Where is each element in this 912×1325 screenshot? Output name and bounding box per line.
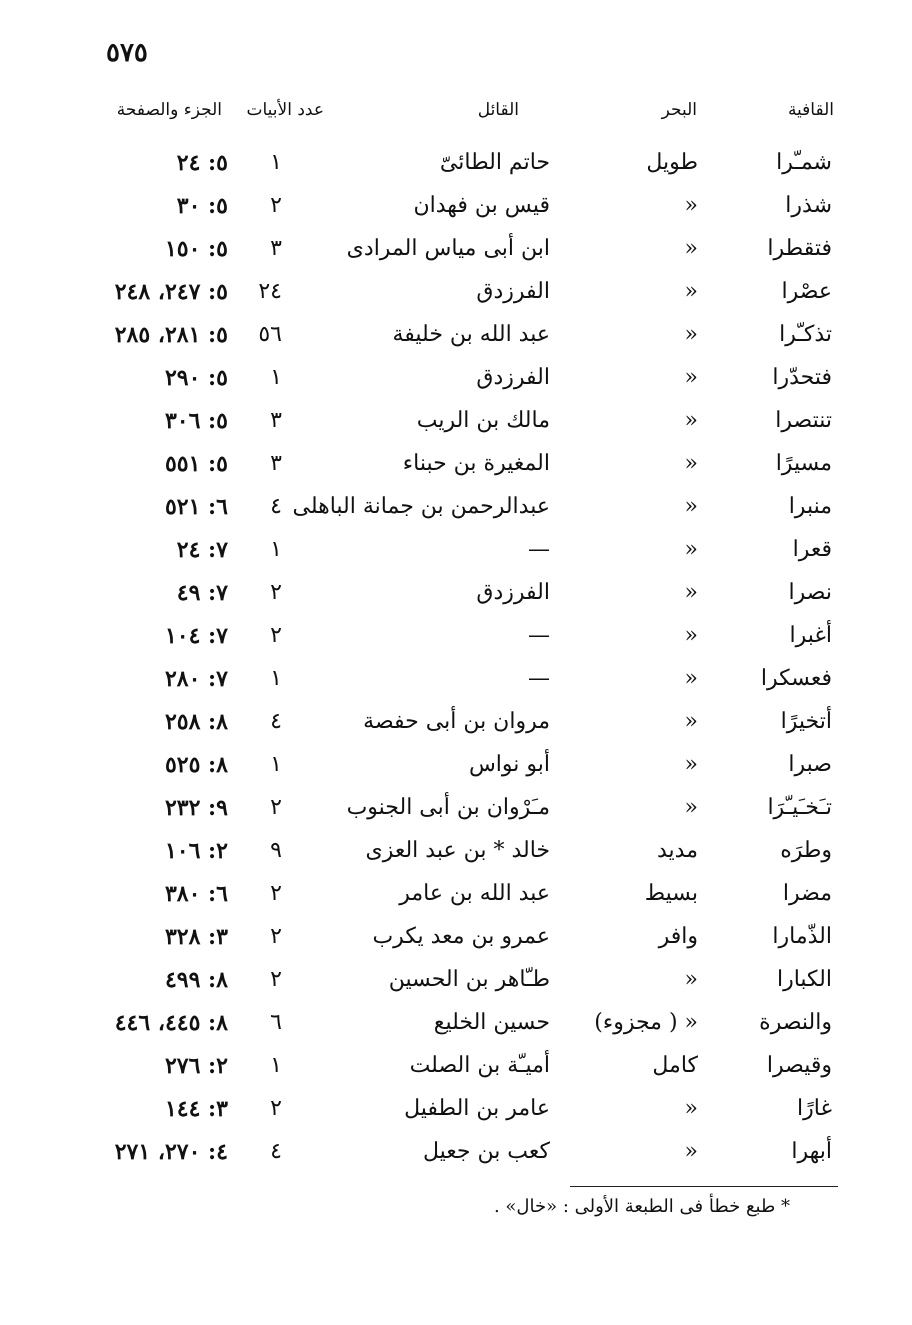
cell-poet: مالك بن الريب bbox=[416, 408, 550, 433]
cell-rhyme: تنتصرا bbox=[775, 408, 832, 433]
cell-rhyme: أغبرا bbox=[789, 623, 832, 648]
cell-rhyme: مضرا bbox=[782, 881, 832, 906]
page-number: ٥٧٥ bbox=[106, 38, 148, 68]
cell-poet: عبد الله بن خليفة bbox=[392, 322, 550, 347]
cell-meter: « ( مجزوء) bbox=[594, 1010, 698, 1035]
cell-volume-page: ٥: ٢٤٧، ٢٤٨ bbox=[114, 279, 228, 305]
cell-rhyme: فتحدّرا bbox=[772, 365, 832, 390]
table-row bbox=[0, 1045, 912, 1088]
table-row bbox=[0, 658, 912, 701]
cell-verse-count: ٩ bbox=[270, 838, 282, 863]
cell-verse-count: ١ bbox=[270, 752, 282, 777]
cell-verse-count: ٢ bbox=[270, 881, 282, 906]
cell-rhyme: شمـّرا bbox=[776, 150, 832, 175]
cell-volume-page: ٧: ٢٤ bbox=[176, 537, 228, 563]
table-row bbox=[0, 1131, 912, 1174]
cell-volume-page: ٥: ٢٤ bbox=[176, 150, 228, 176]
cell-verse-count: ١ bbox=[270, 1053, 282, 1078]
cell-meter: « bbox=[684, 279, 698, 304]
cell-meter: « bbox=[684, 580, 698, 605]
cell-volume-page: ٩: ٢٣٢ bbox=[164, 795, 228, 821]
cell-meter: « bbox=[684, 1096, 698, 1121]
cell-volume-page: ٥: ٢٨١، ٢٨٥ bbox=[114, 322, 228, 348]
cell-volume-page: ٣: ١٤٤ bbox=[164, 1096, 228, 1122]
cell-verse-count: ٢ bbox=[270, 924, 282, 949]
table-row bbox=[0, 357, 912, 400]
cell-verse-count: ١ bbox=[270, 537, 282, 562]
table-row bbox=[0, 443, 912, 486]
cell-poet: أميـّة بن الصلت bbox=[409, 1053, 550, 1078]
table-row bbox=[0, 486, 912, 529]
cell-meter: « bbox=[684, 1139, 698, 1164]
cell-volume-page: ٨: ٤٤٥، ٤٤٦ bbox=[114, 1010, 228, 1036]
cell-volume-page: ٥: ٥٥١ bbox=[164, 451, 228, 477]
table-row bbox=[0, 1088, 912, 1131]
cell-meter: « bbox=[684, 236, 698, 261]
header-volume-page: الجزء والصفحة bbox=[116, 100, 222, 120]
cell-meter: طويل bbox=[646, 150, 698, 175]
cell-verse-count: ٤ bbox=[270, 494, 282, 519]
cell-volume-page: ٨: ٤٩٩ bbox=[164, 967, 228, 993]
footnote-divider bbox=[570, 1186, 838, 1187]
table-row bbox=[0, 572, 912, 615]
cell-poet: الفرزدق bbox=[476, 365, 550, 390]
cell-rhyme: نصرا bbox=[788, 580, 832, 605]
cell-volume-page: ٥: ٣٠٦ bbox=[164, 408, 228, 434]
table-row bbox=[0, 142, 912, 185]
cell-meter: « bbox=[684, 752, 698, 777]
cell-poet: عامر بن الطفيل bbox=[404, 1096, 550, 1121]
cell-meter: « bbox=[684, 322, 698, 347]
footnote: * طبع خطأ فى الطبعة الأولى : «خال» . bbox=[493, 1196, 790, 1217]
cell-verse-count: ٣ bbox=[270, 408, 282, 433]
cell-poet: الفرزدق bbox=[476, 580, 550, 605]
cell-rhyme: فتقطرا bbox=[767, 236, 832, 261]
table-row bbox=[0, 916, 912, 959]
cell-volume-page: ٣: ٣٢٨ bbox=[164, 924, 228, 950]
cell-meter: « bbox=[684, 451, 698, 476]
cell-rhyme: فعسكرا bbox=[760, 666, 832, 691]
cell-volume-page: ٨: ٥٢٥ bbox=[164, 752, 228, 778]
cell-rhyme: وطرَه bbox=[780, 838, 832, 863]
cell-poet: عمرو بن معد يكرب bbox=[372, 924, 550, 949]
cell-verse-count: ١ bbox=[270, 666, 282, 691]
cell-poet: أبو نواس bbox=[468, 752, 550, 777]
cell-volume-page: ٢: ٢٧٦ bbox=[164, 1053, 228, 1079]
cell-rhyme: الكبارا bbox=[776, 967, 832, 992]
cell-poet: حسين الخليع bbox=[433, 1010, 550, 1035]
cell-volume-page: ٤: ٢٧٠، ٢٧١ bbox=[114, 1139, 228, 1165]
cell-poet: — bbox=[528, 537, 550, 562]
cell-poet: قيس بن فهدان bbox=[413, 193, 550, 218]
cell-rhyme: والنصرة bbox=[759, 1010, 832, 1035]
cell-meter: « bbox=[684, 623, 698, 648]
table-row bbox=[0, 271, 912, 314]
cell-verse-count: ٤ bbox=[270, 709, 282, 734]
cell-meter: « bbox=[684, 795, 698, 820]
cell-poet: — bbox=[528, 623, 550, 648]
cell-meter: « bbox=[684, 408, 698, 433]
header-meter: البحر bbox=[661, 100, 697, 120]
cell-verse-count: ٣ bbox=[270, 236, 282, 261]
table-row bbox=[0, 400, 912, 443]
table-row bbox=[0, 1002, 912, 1045]
cell-volume-page: ٥: ٣٠ bbox=[176, 193, 228, 219]
table-row bbox=[0, 314, 912, 357]
cell-verse-count: ٢٤ bbox=[258, 279, 282, 304]
cell-rhyme: الذّمارا bbox=[772, 924, 832, 949]
header-verse-count: عدد الأبيات bbox=[246, 100, 324, 120]
cell-verse-count: ٢ bbox=[270, 967, 282, 992]
cell-rhyme: تـَخـَيـّرَا bbox=[767, 795, 832, 820]
table-row bbox=[0, 744, 912, 787]
cell-meter: « bbox=[684, 193, 698, 218]
cell-poet: عبدالرحمن بن جمانة الباهلى bbox=[292, 494, 550, 519]
cell-poet: كعب بن جعيل bbox=[422, 1139, 550, 1164]
table-row bbox=[0, 959, 912, 1002]
cell-meter: « bbox=[684, 709, 698, 734]
cell-verse-count: ٢ bbox=[270, 193, 282, 218]
cell-rhyme: عصْرا bbox=[781, 279, 832, 304]
cell-rhyme: شذرا bbox=[785, 193, 832, 218]
cell-verse-count: ٢ bbox=[270, 795, 282, 820]
cell-volume-page: ٥: ١٥٠ bbox=[164, 236, 228, 262]
cell-verse-count: ٣ bbox=[270, 451, 282, 476]
cell-volume-page: ٢: ١٠٦ bbox=[164, 838, 228, 864]
cell-meter: « bbox=[684, 967, 698, 992]
table-body bbox=[0, 142, 912, 1174]
table-header bbox=[0, 100, 912, 130]
cell-rhyme: أبهرا bbox=[791, 1139, 832, 1164]
cell-poet: حاتم الطائىّ bbox=[439, 150, 550, 175]
cell-rhyme: تذكـّرا bbox=[779, 322, 832, 347]
table-row bbox=[0, 228, 912, 271]
cell-verse-count: ٦ bbox=[270, 1010, 282, 1035]
cell-rhyme: غارًا bbox=[797, 1096, 832, 1121]
cell-meter: « bbox=[684, 537, 698, 562]
table-row bbox=[0, 873, 912, 916]
cell-volume-page: ٦: ٣٨٠ bbox=[164, 881, 228, 907]
cell-poet: ابن أبى مياس المرادى bbox=[346, 236, 550, 261]
cell-poet: — bbox=[528, 666, 550, 691]
cell-rhyme: منبرا bbox=[788, 494, 832, 519]
cell-meter: « bbox=[684, 494, 698, 519]
cell-verse-count: ٢ bbox=[270, 623, 282, 648]
cell-volume-page: ٨: ٢٥٨ bbox=[164, 709, 228, 735]
cell-poet: الفرزدق bbox=[476, 279, 550, 304]
cell-poet: طـّاهر بن الحسين bbox=[388, 967, 550, 992]
table-row bbox=[0, 615, 912, 658]
cell-poet: مـَرْوان بن أبى الجنوب bbox=[346, 795, 550, 820]
cell-verse-count: ٢ bbox=[270, 1096, 282, 1121]
cell-verse-count: ٥٦ bbox=[258, 322, 282, 347]
cell-volume-page: ٥: ٢٩٠ bbox=[164, 365, 228, 391]
table-row bbox=[0, 830, 912, 873]
cell-meter: كامل bbox=[652, 1053, 698, 1078]
cell-volume-page: ٧: ٢٨٠ bbox=[164, 666, 228, 692]
cell-meter: « bbox=[684, 365, 698, 390]
cell-verse-count: ١ bbox=[270, 150, 282, 175]
cell-rhyme: أتخيرًا bbox=[780, 709, 832, 734]
table-row bbox=[0, 185, 912, 228]
cell-meter: مديد bbox=[656, 838, 698, 863]
cell-rhyme: صبرا bbox=[788, 752, 832, 777]
header-poet: القائل bbox=[477, 100, 519, 120]
cell-meter: بسيط bbox=[644, 881, 698, 906]
cell-meter: « bbox=[684, 666, 698, 691]
table-row bbox=[0, 701, 912, 744]
cell-verse-count: ٤ bbox=[270, 1139, 282, 1164]
cell-rhyme: وقيصرا bbox=[766, 1053, 832, 1078]
cell-verse-count: ١ bbox=[270, 365, 282, 390]
cell-volume-page: ٧: ٤٩ bbox=[176, 580, 228, 606]
header-rhyme: القافية bbox=[787, 100, 834, 120]
cell-poet: عبد الله بن عامر bbox=[399, 881, 550, 906]
cell-meter: وافر bbox=[658, 924, 698, 949]
cell-poet: مروان بن أبى حفصة bbox=[363, 709, 550, 734]
cell-verse-count: ٢ bbox=[270, 580, 282, 605]
cell-rhyme: مسيرًا bbox=[775, 451, 832, 476]
table-row bbox=[0, 787, 912, 830]
cell-rhyme: قعرا bbox=[792, 537, 832, 562]
cell-poet: خالد * بن عبد العزى bbox=[365, 838, 550, 863]
cell-volume-page: ٧: ١٠٤ bbox=[164, 623, 228, 649]
cell-poet: المغيرة بن حبناء bbox=[402, 451, 550, 476]
table-row bbox=[0, 529, 912, 572]
cell-volume-page: ٦: ٥٢١ bbox=[164, 494, 228, 520]
